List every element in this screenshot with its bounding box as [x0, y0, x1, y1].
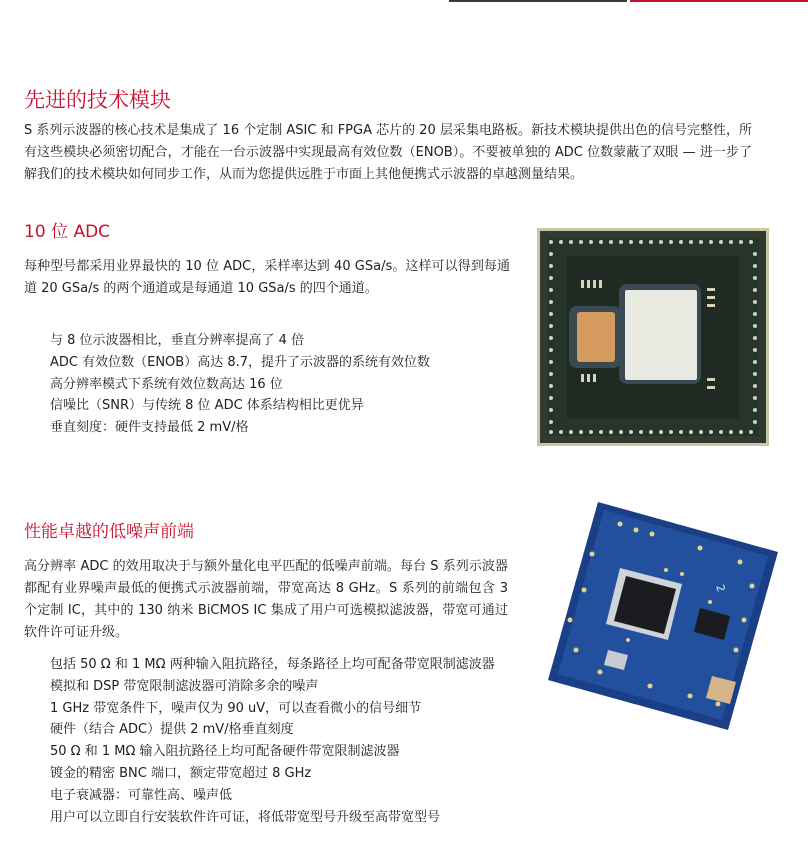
list-item: 包括 50 Ω 和 1 MΩ 两种输入阻抗路径，每条路径上均可配备带宽限制滤波器 [50, 657, 495, 672]
adc-paragraph: 每种型号都采用业界最快的 10 位 ADC，采样率达到 40 GSa/s。这样可以得到每通道 20 GSa/s 的两个通道或是每通道 10 GSa/s 的四个通道。 [24, 259, 510, 296]
front-end-feature-list [50, 654, 495, 828]
list-item: 模拟和 DSP 带宽限制滤波器可消除多余的噪声 [50, 678, 319, 694]
list-item: 高分辨率模式下系统有效位数高达 16 位 [50, 376, 283, 392]
asic-chip-image [537, 228, 769, 446]
front-end-paragraph: 高分辨率 ADC 的效用取决于与额外量化电平匹配的低噪声前端。每台 S 系列示波器都配有业界噪声最低的便携式示波器前端，带宽高达 8 GHz。S 系列的前端包含 3 个定制 IC，其中的 130 纳米 BiCMOS IC 集成了用户可选模拟滤波器，带宽可通过软件许可证升级。 [24, 559, 508, 640]
section-title-front-end: 性能卓越的低噪声前端 [24, 522, 194, 542]
list-item: 镀金的精密 BNC 端口，额定带宽超过 8 GHz [50, 765, 312, 781]
header-rule-red [630, 0, 808, 2]
board-label: 2 [713, 582, 728, 594]
header-rule-dark [449, 0, 627, 2]
list-item: 硬件（结合 ADC）提供 2 mV/格垂直刻度 [50, 722, 294, 738]
adc-die [577, 312, 615, 362]
list-item: ADC 有效位数（ENOB）高达 8.7，提升了示波器的系统有效位数 [50, 354, 431, 370]
adc-feature-list [50, 330, 430, 439]
list-item: 用户可以立即自行安装软件许可证，将低带宽型号升级至高带宽型号 [50, 809, 441, 825]
list-item: 电子衰减器：可靠性高、噪声低 [50, 787, 233, 803]
section-title-adc: 10 位 ADC [24, 222, 111, 242]
list-item: 50 Ω 和 1 MΩ 输入阻抗路径上均可配备硬件带宽限制滤波器 [50, 744, 400, 760]
front-end-board-image [540, 490, 780, 740]
tech-modules-paragraph: S 系列示波器的核心技术是集成了 16 个定制 ASIC 和 FPGA 芯片的 20 层采集电路板。新技术模块提供出色的信号完整性，所有这些模块必须密切配合，才能在一台示波器中实现最高有效位数（ENOB）。不要被单独的 ADC 位数蒙蔽了双眼 — 进一步了解我们的技术模块如何同步工作，从而为您提供远胜于市面上其他便携式示波器的卓越测量结果。 [24, 123, 752, 182]
asic-die [625, 290, 697, 380]
list-item: 1 GHz 带宽条件下，噪声仅为 90 uV，可以查看微小的信号细节 [50, 700, 422, 716]
section-title-tech-modules: 先进的技术模块 [24, 88, 171, 112]
list-item: 与 8 位示波器相比，垂直分辨率提高了 4 倍 [50, 333, 305, 348]
list-item: 信噪比（SNR）与传统 8 位 ADC 体系结构相比更优异 [50, 398, 364, 414]
list-item: 垂直刻度：硬件支持最低 2 mV/格 [50, 420, 249, 436]
